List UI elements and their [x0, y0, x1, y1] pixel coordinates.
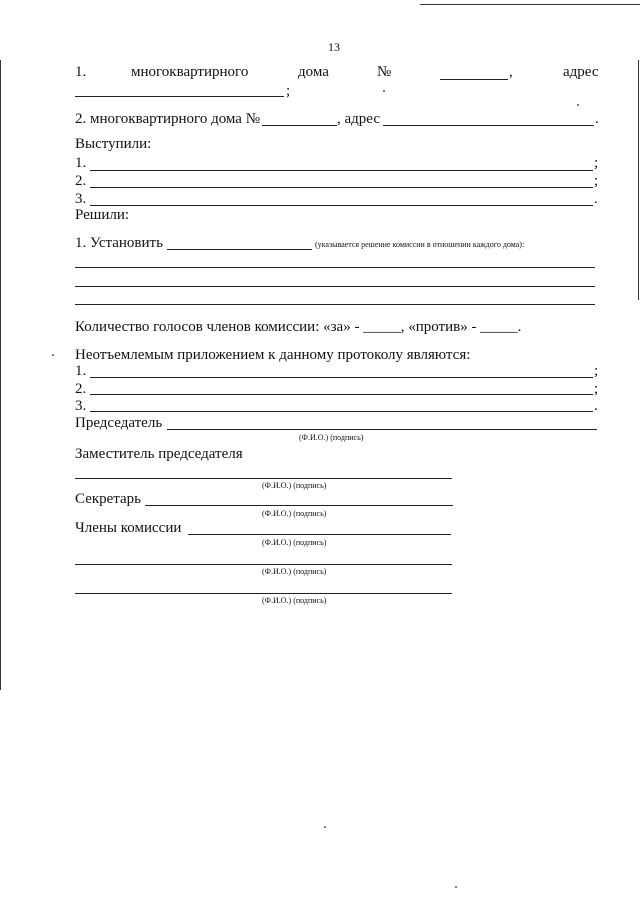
decision-line-3 — [75, 304, 595, 305]
house-2-prefix: 2. многоквартирного дома № — [75, 111, 261, 127]
speaker-2-num: 2. — [75, 173, 87, 189]
chair-signature-line — [167, 429, 597, 430]
attachments-heading: Неотъемлемым приложением к данному протоколу являются: — [75, 347, 471, 363]
deputy-label: Заместитель председателя — [75, 446, 243, 462]
attachment-2-end: ; — [594, 381, 599, 397]
attachment-2-num: 2. — [75, 381, 87, 397]
chair-label: Председатель — [75, 415, 163, 431]
house-1-type: многоквартирного — [131, 64, 249, 80]
members-label: Члены комиссии — [75, 520, 182, 536]
house-2-number-blank — [262, 125, 337, 126]
decision-line-2 — [75, 286, 595, 287]
speaker-1-num: 1. — [75, 155, 87, 171]
attachment-3-num: 3. — [75, 398, 87, 414]
speaker-1-end: ; — [594, 155, 599, 171]
scan-edge-left — [0, 60, 1, 690]
member-3-caption: (Ф.И.О.) (подпись) — [262, 596, 327, 605]
member-1-caption: (Ф.И.О.) (подпись) — [262, 538, 327, 547]
page-number: 13 — [328, 40, 340, 54]
votes-count: Количество голосов членов комиссии: «за» - _____, «против» - _____. — [75, 319, 522, 335]
chair-caption: (Ф.И.О.) (подпись) — [299, 433, 364, 442]
attachment-2-line — [90, 394, 593, 395]
house-2-address-blank — [383, 125, 594, 126]
member-2-caption: (Ф.И.О.) (подпись) — [262, 567, 327, 576]
speaker-2-line — [90, 187, 593, 188]
decided-item-label: 1. Установить — [75, 235, 163, 251]
house-1-address-label: адрес — [563, 64, 599, 80]
scan-edge-right — [638, 60, 639, 300]
member-1-signature-line — [188, 534, 451, 535]
attachment-1-end: ; — [594, 363, 599, 379]
speakers-heading: Выступили: — [75, 136, 152, 152]
house-1-number-sign: № — [377, 64, 392, 80]
speaker-1-line — [90, 170, 593, 171]
deputy-caption: (Ф.И.О.) (подпись) — [262, 481, 327, 490]
house-1-number: 1. — [75, 64, 87, 80]
speaker-3-end: . — [594, 191, 598, 207]
decided-hint: (указывается решение комиссии в отношении каждого дома): — [315, 240, 525, 249]
attachment-3-end: . — [594, 398, 598, 414]
house-2-address-label: , адрес — [337, 111, 380, 127]
house-1-comma: , — [509, 64, 513, 80]
house-1-house: дома — [298, 64, 329, 80]
member-2-signature-line — [75, 564, 452, 565]
speaker-2-end: ; — [594, 173, 599, 189]
scan-speck — [383, 90, 385, 92]
scan-speck — [324, 826, 326, 828]
scan-speck — [577, 104, 579, 106]
speaker-3-line — [90, 205, 593, 206]
secretary-label: Секретарь — [75, 491, 142, 507]
attachment-1-num: 1. — [75, 363, 87, 379]
deputy-signature-line — [75, 478, 452, 479]
decision-line-1 — [75, 267, 595, 268]
attachment-1-line — [90, 377, 593, 378]
secretary-caption: (Ф.И.О.) (подпись) — [262, 509, 327, 518]
speaker-3-num: 3. — [75, 191, 87, 207]
scan-speck — [455, 886, 457, 888]
member-3-signature-line — [75, 593, 452, 594]
attachment-3-line — [90, 411, 593, 412]
scan-edge-top — [420, 4, 640, 5]
house-1-semicolon: ; — [286, 83, 291, 99]
house-1-address-blank — [75, 96, 284, 97]
decided-item-blank — [167, 249, 312, 250]
decided-heading: Решили: — [75, 207, 130, 223]
house-2-end: . — [595, 111, 599, 127]
house-1-number-blank — [440, 79, 508, 80]
scan-speck — [52, 354, 54, 356]
secretary-signature-line — [145, 505, 453, 506]
